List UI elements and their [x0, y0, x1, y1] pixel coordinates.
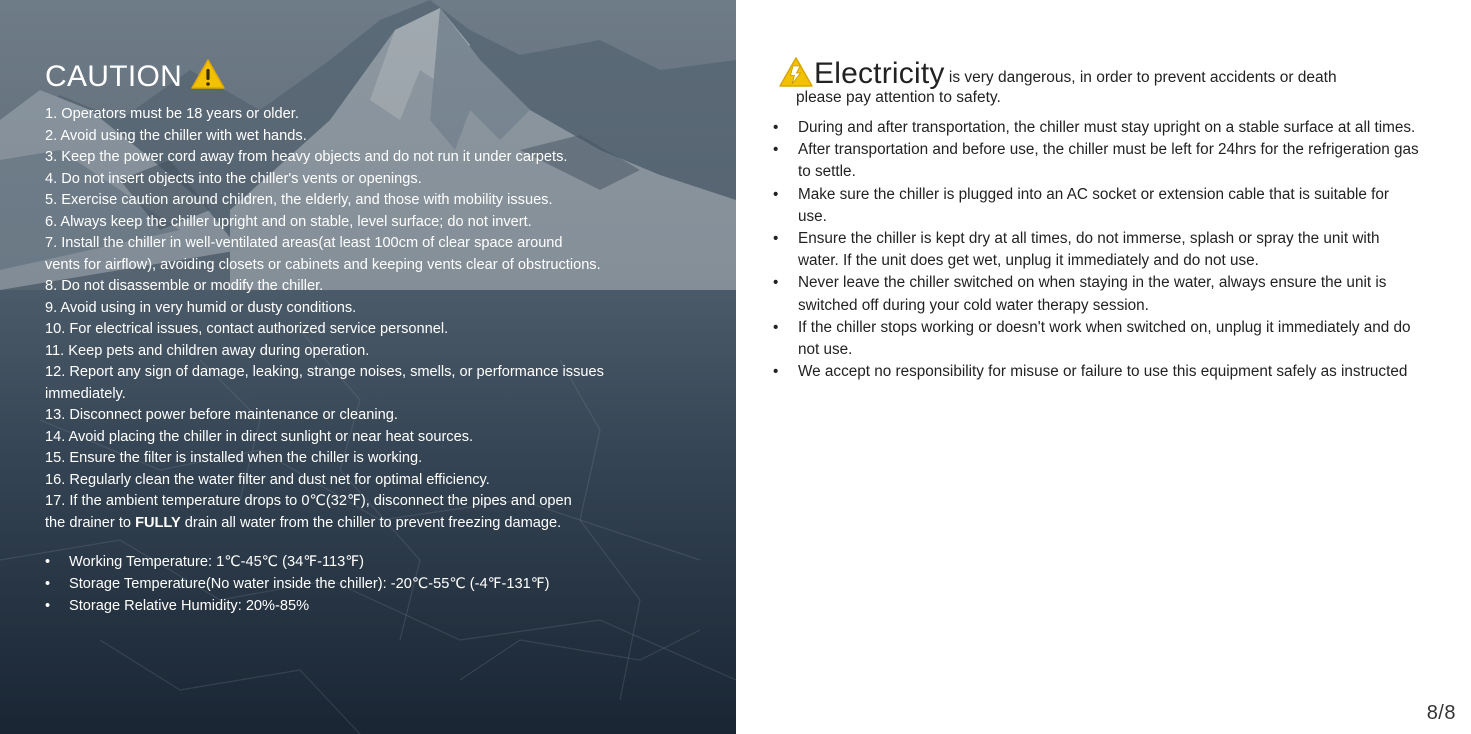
caution-item: 9. Avoid using in very humid or dusty conditions. [45, 299, 357, 316]
caution-item-text: the drainer to [45, 514, 136, 531]
electricity-panel [736, 0, 1471, 734]
electricity-title: Electricity [814, 57, 945, 90]
electricity-item-text: We accept no responsibility for misuse or failure to use this equipment safely as instructed [798, 363, 1408, 381]
spec-list [45, 551, 705, 617]
electricity-list [770, 117, 1420, 383]
caution-emphasis: FULLY [135, 514, 181, 531]
spec-text: Working Temperature: 1℃-45℃ (34℉-113℉) [69, 554, 364, 570]
electricity-item [770, 117, 1420, 139]
bullet: • [773, 185, 779, 203]
electricity-item-text: Never leave the chiller switched on when staying in the water, always ensure the unit is switched off during your cold water therapy session. [798, 274, 1387, 314]
caution-item: 13. Disconnect power before maintenance or cleaning. [45, 407, 398, 423]
bullet: • [773, 119, 779, 136]
caution-item: 2. Avoid using the chiller with wet hands. [45, 127, 307, 144]
caution-item: 4. Do not insert objects into the chiller's vents or openings. [45, 170, 422, 187]
electricity-item [770, 184, 1420, 228]
caution-item: 10. For electrical issues, contact authorized service personnel. [45, 321, 449, 337]
bullet: • [773, 318, 779, 336]
caution-item: 11. Keep pets and children away during operation. [45, 342, 370, 359]
electricity-item-text: Make sure the chiller is plugged into an AC socket or extension cable that is suitable for use. [798, 185, 1389, 225]
bullet: • [773, 363, 779, 381]
electricity-title-continuation: please pay attention to safety. [796, 89, 1001, 106]
electricity-item [770, 361, 1420, 383]
electric-warning-icon [778, 56, 814, 88]
bullet: • [773, 141, 779, 159]
bullet: • [773, 274, 779, 292]
spec-item [45, 595, 705, 617]
caution-item: 6. Always keep the chiller upright and on stable, level surface; do not invert. [45, 213, 532, 230]
spec-item [45, 573, 705, 595]
electricity-heading [778, 56, 1438, 109]
caution-item: vents for airflow), avoiding closets or cabinets and keeping vents clear of obstructions. [45, 256, 601, 273]
page-number: 8/8 [1426, 702, 1456, 724]
caution-item: 17. If the ambient temperature drops to 0℃(32℉), disconnect the pipes and open [45, 493, 572, 509]
caution-item: 15. Ensure the filter is installed when the chiller is working. [45, 450, 423, 466]
caution-item: 12. Report any sign of damage, leaking, strange noises, smells, or performance issues [45, 364, 604, 380]
bullet: • [45, 554, 51, 570]
caution-item: 14. Avoid placing the chiller in direct sunlight or near heat sources. [45, 428, 474, 445]
caution-item: 1. Operators must be 18 years or older. [45, 106, 299, 122]
caution-item-17-line2 [45, 513, 705, 535]
caution-item: 7. Install the chiller in well-ventilated areas(at least 100cm of clear space around [45, 235, 563, 251]
caution-item-text: drain all water from the chiller to prevent freezing damage. [180, 514, 562, 531]
caution-item: 16. Regularly clean the water filter and dust net for optimal efficiency. [45, 471, 490, 488]
caution-item: 5. Exercise caution around children, the elderly, and those with mobility issues. [45, 192, 553, 208]
bullet: • [45, 576, 51, 592]
electricity-item [770, 317, 1420, 361]
bullet: • [45, 598, 51, 614]
electricity-item [770, 139, 1420, 183]
spec-item [45, 551, 705, 573]
electricity-item-text: After transportation and before use, the chiller must be left for 24hrs for the refrigeration gas to settle. [798, 141, 1419, 181]
caution-heading [45, 58, 226, 95]
electricity-item-text: During and after transportation, the chiller must stay upright on a stable surface at all times. [798, 119, 1416, 136]
caution-title: CAUTION [45, 60, 183, 93]
caution-item: 3. Keep the power cord away from heavy objects and do not run it under carpets. [45, 149, 568, 165]
electricity-title-rest: is very dangerous, in order to prevent accidents or death [944, 69, 1337, 86]
caution-item: immediately. [45, 385, 126, 402]
electricity-item [770, 272, 1420, 316]
electricity-item [770, 228, 1420, 272]
warning-triangle-icon [190, 58, 226, 90]
electricity-item-text: Ensure the chiller is kept dry at all times, do not immerse, splash or spray the unit with water. If the unit does get wet, unplug it immediately and do not use. [798, 230, 1380, 270]
spec-text: Storage Temperature(No water inside the chiller): -20℃-55℃ (-4℉-131℉) [69, 576, 550, 592]
electricity-item-text: If the chiller stops working or doesn't work when switched on, unplug it immediately and do not use. [798, 318, 1411, 359]
bullet: • [773, 230, 779, 248]
caution-list [45, 104, 705, 534]
caution-item: 8. Do not disassemble or modify the chiller. [45, 278, 324, 294]
spec-text: Storage Relative Humidity: 20%-85% [69, 598, 310, 614]
